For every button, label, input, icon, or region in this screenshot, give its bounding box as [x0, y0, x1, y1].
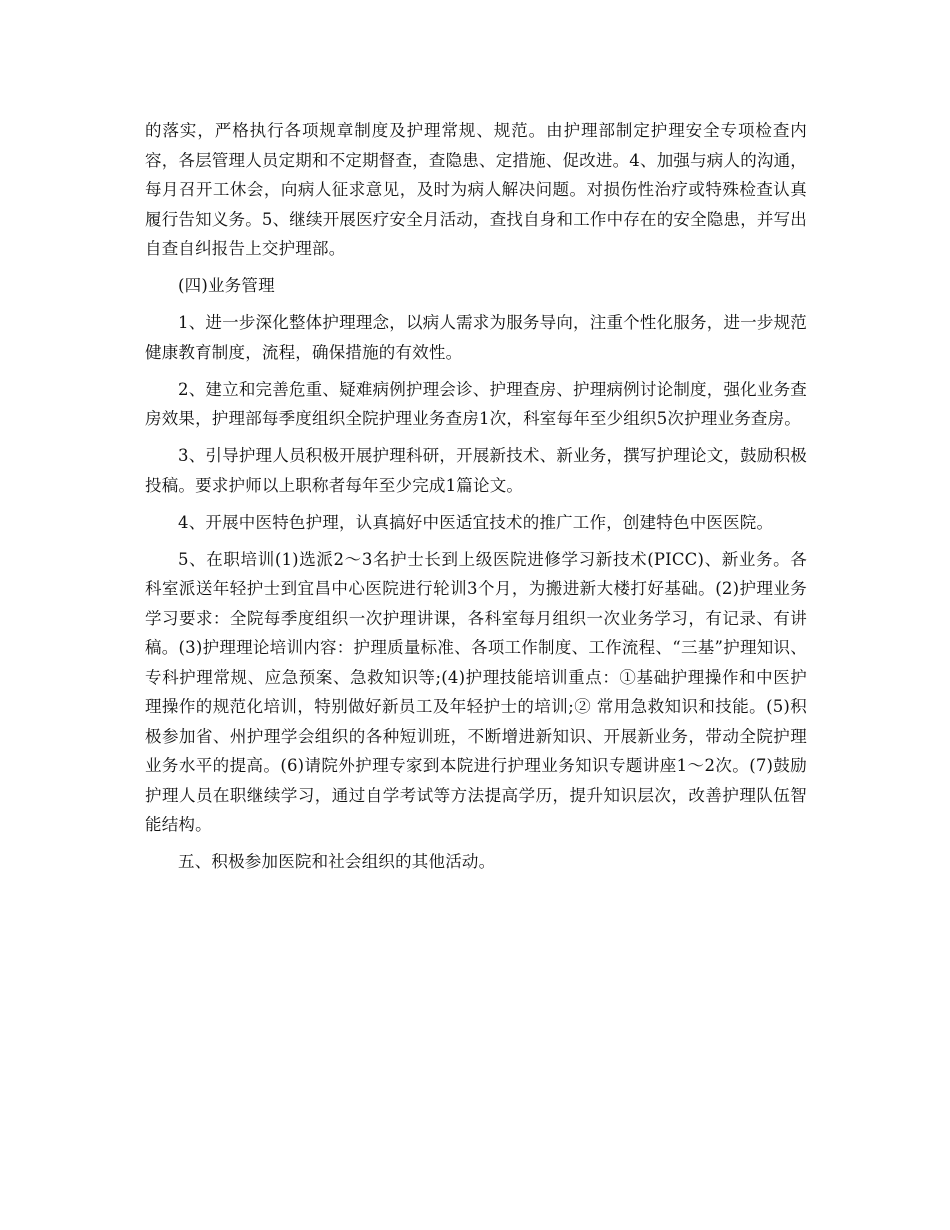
- paragraph-item-4: 4、开展中医特色护理，认真搞好中医适宜技术的推广工作，创建特色中医医院。: [178, 512, 774, 532]
- paragraph-item-2: 2、建立和完善危重、疑难病例护理会诊、护理查房、护理病例讨论制度，强化业务查房效果，护理部每季度组织全院护理业务查房1次，科室每年至少组织5次护理业务查房。: [145, 379, 807, 428]
- paragraph-section-five: 五、积极参加医院和社会组织的其他活动。: [178, 852, 496, 871]
- paragraph-item-5-training: 5、在职培训(1)选派2～3名护士长到上级医院进修学习新技术(PICC)、新业务。各科室派送年轻护士到宜昌中心医院进行轮训3个月，为搬进新大楼打好基础。(2)护理业务学习要求：全院每季度组织一次护理讲课，各科室每月组织一次业务学习，有记录、有讲稿。(3)护理理论培训内容：护理质量标准、各项工作制度、工作流程、“三基”护理知识、专科护理常规、应急预案、急救知识等;(4)护理技能培训重点：①基础护理操作和中医护理操作的规范化培训，特别做好新员工及年轻护士的培训;② 常用急救知识和技能。(5)积极参加省、州护理学会组织的各种短训班，不断增进新知识、开展新业务，带动全院护理业务水平的提高。(6)请院外护理专家到本院进行护理业务知识专题讲座1～2次。(7)鼓励护理人员在职继续学习，通过自学考试等方法提高学历，提升知识层次，改善护理队伍智能结构。: [145, 549, 807, 834]
- document-page: [145, 116, 807, 884]
- section-heading-business-management: (四)业务管理: [178, 276, 275, 295]
- paragraph-item-1: 1、进一步深化整体护理理念，以病人需求为服务导向，注重个性化服务，进一步规范健康教育制度，流程，确保措施的有效性。: [145, 313, 807, 362]
- paragraph-item-3: 3、引导护理人员积极开展护理科研，开展新技术、新业务，撰写护理论文，鼓励积极投稿。要求护师以上职称者每年至少完成1篇论文。: [145, 446, 807, 495]
- paragraph-safety-continued: 的落实，严格执行各项规章制度及护理常规、规范。由护理部制定护理安全专项检查内容，各层管理人员定期和不定期督查，查隐患、定措施、促改进。4、加强与病人的沟通，每月召开工休会，向病人征求意见，及时为病人解决问题。对损伤性治疗或特殊检查认真履行告知义务。5、继续开展医疗安全月活动，查找自身和工作中存在的安全隐患，并写出自查自纠报告上交护理部。: [145, 121, 807, 258]
